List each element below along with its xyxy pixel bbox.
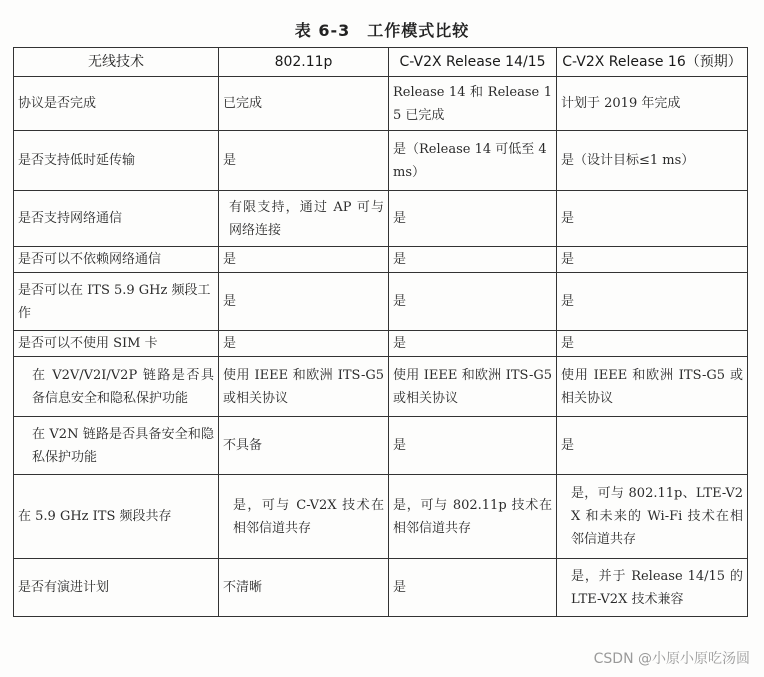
value-cell: 是 [219,131,389,191]
feature-cell: 是否支持低时延传输 [14,131,219,191]
value-cell: 使用 IEEE 和欧洲 ITS-G5 或相关协议 [557,357,748,417]
value-cell: 是，可与 802.11p 技术在相邻信道共存 [389,475,557,559]
table-row [14,273,748,331]
value-cell: 是 [219,273,389,331]
value-cell: 计划于 2019 年完成 [557,77,748,131]
value-cell: 是 [389,417,557,475]
table-row [14,357,748,417]
value-cell: 有限支持，通过 AP 可与网络连接 [219,191,389,247]
table-caption: 表 6-3 工作模式比较 [294,21,470,40]
table-row [14,191,748,247]
feature-cell: 是否可以不使用 SIM 卡 [14,331,219,357]
header-cell-80211p: 802.11p [219,48,389,77]
table-row [14,331,748,357]
header-row [14,48,748,77]
table-row [14,247,748,273]
value-cell: 是 [557,191,748,247]
feature-cell: 协议是否完成 [14,77,219,131]
value-cell: 是 [219,331,389,357]
table-row [14,559,748,617]
value-cell: 是，可与 C-V2X 技术在相邻信道共存 [219,475,389,559]
value-cell: 已完成 [219,77,389,131]
comparison-table [13,47,748,617]
value-cell: 是 [557,247,748,273]
value-cell: 是 [389,273,557,331]
value-cell: 是（Release 14 可低至 4 ms） [389,131,557,191]
table-row [14,417,748,475]
table-row [14,131,748,191]
value-cell: 使用 IEEE 和欧洲 ITS-G5 或相关协议 [389,357,557,417]
feature-cell: 是否有演进计划 [14,559,219,617]
header-cell-rel14-15: C-V2X Release 14/15 [389,48,557,77]
value-cell: 不清晰 [219,559,389,617]
table-row [14,77,748,131]
value-cell: 是 [557,273,748,331]
value-cell: 是 [389,191,557,247]
value-cell: 使用 IEEE 和欧洲 ITS-G5 或相关协议 [219,357,389,417]
feature-cell: 在 5.9 GHz ITS 频段共存 [14,475,219,559]
feature-cell: 是否支持网络通信 [14,191,219,247]
value-cell: 是，并于 Release 14/15 的 LTE-V2X 技术兼容 [557,559,748,617]
watermark: CSDN @小原小原吃汤圆 [593,651,750,667]
value-cell: 不具备 [219,417,389,475]
value-cell: 是 [557,417,748,475]
feature-cell: 在 V2V/V2I/V2P 链路是否具备信息安全和隐私保护功能 [14,357,219,417]
feature-cell: 是否可以不依赖网络通信 [14,247,219,273]
value-cell: 是 [389,559,557,617]
header-cell-rel16: C-V2X Release 16（预期） [557,48,748,77]
value-cell: 是，可与 802.11p、LTE-V2X 和未来的 Wi-Fi 技术在相邻信道共存 [557,475,748,559]
table-row [14,475,748,559]
feature-cell: 在 V2N 链路是否具备安全和隐私保护功能 [14,417,219,475]
value-cell: 是（设计目标≤1 ms） [557,131,748,191]
feature-cell: 是否可以在 ITS 5.9 GHz 频段工作 [14,273,219,331]
value-cell: 是 [557,331,748,357]
value-cell: 是 [389,331,557,357]
value-cell: 是 [219,247,389,273]
header-cell-tech: 无线技术 [14,48,219,77]
value-cell: Release 14 和 Release 15 已完成 [389,77,557,131]
value-cell: 是 [389,247,557,273]
